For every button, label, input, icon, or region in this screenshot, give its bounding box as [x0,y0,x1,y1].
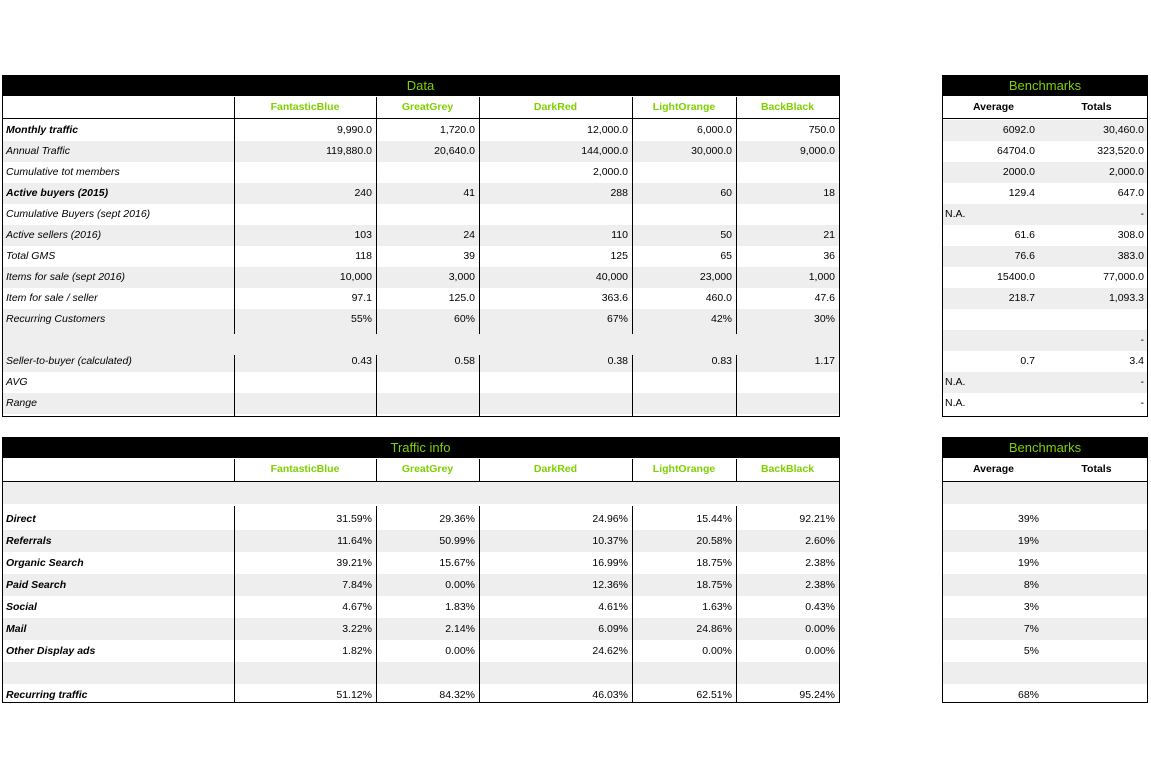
col-header-fantasticblue: FantasticBlue [270,101,340,113]
benchmark-average: 61.6 [1014,229,1035,241]
data-cell [234,393,376,414]
traffic-cell: 1.82% [342,645,372,657]
traffic-cell: 18.75% [696,557,732,569]
col-header-greatgrey: GreatGrey [401,101,454,113]
benchmark-total: 308.0 [1117,229,1144,241]
data-cell [376,372,479,393]
benchmark-average [942,330,1045,351]
data-table-title [2,75,839,96]
data-cell: 10,000 [339,271,372,283]
traffic-cell: 24.96% [592,513,628,525]
benchmark-total: 30,460.0 [1103,124,1144,136]
benchmarks-top-table [942,75,1148,417]
row-label: Cumulative tot members [6,166,120,178]
data-row [2,288,839,309]
data-row [2,351,839,372]
data-cell: 240 [354,187,372,199]
traffic-table [2,437,839,703]
traffic-cell: 2.14% [445,623,475,635]
data-cell: 119,880.0 [326,145,372,157]
column-divider [632,355,633,417]
table-bottom-rule [942,416,1148,417]
data-cell [736,372,839,393]
data-cell: 125.0 [448,292,475,304]
row-label: Referrals [6,535,52,547]
benchmarks-bottom-title [942,437,1148,458]
row-label: Annual Traffic [6,145,70,157]
benchmark-average: 129.4 [1008,187,1035,199]
data-row [2,330,839,351]
table-bottom-rule [2,416,839,417]
benchmark-row [942,574,1148,596]
benchmark-row [942,596,1148,618]
header-rule [2,481,839,482]
column-divider [479,506,480,703]
traffic-row [2,662,839,684]
table-bottom-rule [942,702,1148,703]
traffic-row [2,552,839,574]
data-cell: 60% [453,313,475,325]
col-header-backblack: BackBlack [760,101,815,113]
row-label: Item for sale / seller [6,292,98,304]
traffic-cell: 12.36% [592,579,628,591]
data-cell: 103 [354,229,372,241]
benchmark-row [942,141,1148,162]
traffic-cell: 84.32% [439,689,475,701]
traffic-cell: 24.62% [592,645,628,657]
benchmark-average: N.A. [945,397,966,409]
benchmarks-top-title [942,75,1148,96]
column-divider [376,506,377,703]
benchmark-total: 383.0 [1117,250,1144,262]
traffic-col-fantasticblue: FantasticBlue [270,463,340,475]
benchmark-row [942,552,1148,574]
row-label: Range [6,397,37,409]
data-cell: 67% [606,313,628,325]
data-cell [736,330,839,351]
traffic-cell: 92.21% [799,513,835,525]
row-label: AVG [6,376,28,388]
data-cell: 118 [355,250,372,262]
data-cell [632,204,736,225]
data-row [2,204,839,225]
benchmark-row [942,183,1148,204]
benchmark-row [942,162,1148,183]
benchmark-average: 64704.0 [997,145,1035,157]
bench-bottom-average-header: Average [972,463,1015,475]
benchmark-row [942,640,1148,662]
traffic-cell [736,662,839,684]
data-cell: 36 [823,250,835,262]
table-border [2,75,3,417]
data-cell: 23,000 [699,271,732,283]
benchmark-average: 8% [1023,579,1039,591]
benchmark-row [942,204,1148,225]
data-cell [736,204,839,225]
traffic-cell [376,662,479,684]
traffic-cell: 4.61% [598,601,628,613]
benchmark-average [942,662,1045,684]
column-divider [479,355,480,417]
benchmark-average: 19% [1017,557,1039,569]
benchmark-average: 0.7 [1020,355,1035,367]
traffic-cell: 39.21% [336,557,372,569]
data-cell: 41 [463,187,475,199]
traffic-cell [632,662,736,684]
column-divider [736,506,737,703]
data-cell: 30% [813,313,835,325]
header-rule [942,481,1148,482]
traffic-cell: 6.09% [598,623,628,635]
traffic-cell: 3.22% [342,623,372,635]
benchmark-total: 1,093.3 [1108,292,1144,304]
benchmark-average: 5% [1023,645,1039,657]
column-divider [234,97,235,334]
data-cell: 39 [463,250,475,262]
data-cell: 40,000 [595,271,628,283]
data-cell: 65 [720,250,732,262]
benchmark-total [1045,309,1148,330]
benchmark-row [942,372,1148,393]
data-cell: 30,000.0 [691,145,732,157]
benchmark-average: 19% [1017,535,1039,547]
benchmarks-bottom-title-text: Benchmarks [1008,440,1082,455]
data-cell [376,204,479,225]
data-row [2,183,839,204]
data-row [2,246,839,267]
traffic-cell: 0.00% [702,645,732,657]
data-cell [736,162,839,183]
benchmark-total: - [1140,376,1144,388]
col-header-lightorange: LightOrange [652,101,716,113]
col-header-darkred: DarkRed [533,101,578,113]
benchmark-row [942,267,1148,288]
data-cell [376,162,479,183]
data-cell [479,204,632,225]
data-cell: 2,000.0 [592,166,628,178]
benchmarks-bottom-header-row [942,459,1148,480]
row-label: Organic Search [6,557,84,569]
traffic-cell: 0.43% [805,601,835,613]
table-border [839,437,840,703]
data-cell: 110 [611,229,628,241]
traffic-cell: 16.99% [592,557,628,569]
data-cell [479,330,632,351]
benchmark-total: 3.4 [1129,355,1144,367]
traffic-cell: 2.60% [805,535,835,547]
benchmark-row [942,309,1148,330]
traffic-column-header-row [2,459,839,480]
benchmark-average: 218.7 [1008,292,1035,304]
row-label: Monthly traffic [6,124,79,136]
data-cell [234,330,376,351]
traffic-cell: 1.63% [702,601,732,613]
traffic-cell: 51.12% [336,689,372,701]
subheader-row [2,482,839,504]
data-cell: 0.58 [454,355,475,367]
data-cell: 750.0 [808,124,835,136]
column-divider [234,355,235,417]
data-cell: 24 [463,229,475,241]
data-cell: 363.6 [601,292,628,304]
row-label: Active sellers (2016) [6,229,102,241]
row-label: Direct [6,513,36,525]
benchmark-average: 6092.0 [1002,124,1035,136]
column-divider [376,459,377,481]
benchmarks-top-title-text: Benchmarks [1008,78,1082,93]
column-divider [736,459,737,481]
benchmark-average: 7% [1023,623,1039,635]
data-cell: 460.0 [705,292,732,304]
traffic-cell: 1.83% [445,601,475,613]
row-label [2,330,232,351]
column-divider [234,506,235,703]
row-label: Seller-to-buyer (calculated) [6,355,132,367]
data-cell: 12,000.0 [587,124,628,136]
data-cell: 125 [610,250,628,262]
data-table-title-text: Data [406,78,435,93]
benchmark-total: - [1140,334,1144,346]
header-rule [942,118,1148,119]
column-divider [234,459,235,481]
traffic-cell: 2.38% [805,557,835,569]
data-cell: 50 [720,229,732,241]
benchmark-total: - [1140,397,1144,409]
benchmarks-top-header-row [942,97,1148,118]
column-divider [479,97,480,334]
data-row [2,141,839,162]
traffic-cell: 95.24% [799,689,835,701]
benchmark-row [942,225,1148,246]
data-row [2,225,839,246]
benchmark-row [942,120,1148,141]
traffic-col-backblack: BackBlack [760,463,815,475]
benchmark-row [942,351,1148,372]
benchmark-average: 3% [1023,601,1039,613]
data-cell: 3,000 [448,271,475,283]
data-cell [376,330,479,351]
column-divider [632,97,633,334]
row-label: Active buyers (2015) [6,187,109,199]
traffic-cell: 0.00% [445,579,475,591]
data-cell: 288 [610,187,628,199]
bench-top-average-header: Average [972,101,1015,113]
data-cell: 97.1 [351,292,372,304]
data-cell: 47.6 [814,292,835,304]
subheader-row [942,482,1148,504]
row-label: Paid Search [6,579,67,591]
traffic-row [2,574,839,596]
traffic-cell: 4.67% [342,601,372,613]
data-cell: 9,000.0 [799,145,835,157]
data-cell: 9,990.0 [336,124,372,136]
data-table [2,75,839,417]
row-label: Recurring traffic [6,689,88,701]
traffic-cell: 7.84% [342,579,372,591]
traffic-cell: 0.00% [445,645,475,657]
benchmark-row [942,508,1148,530]
benchmark-average: 76.6 [1014,250,1035,262]
traffic-row [2,596,839,618]
header-rule [2,118,839,119]
benchmark-average: 68% [1017,689,1039,701]
traffic-cell: 15.67% [439,557,475,569]
data-cell: 144,000.0 [581,145,628,157]
data-cell: 1,000 [808,271,835,283]
data-cell [376,393,479,414]
data-cell [234,204,376,225]
benchmark-average: N.A. [945,376,966,388]
data-cell: 60 [720,187,732,199]
row-label: Recurring Customers [6,313,106,325]
traffic-table-title-text: Traffic info [390,440,451,455]
row-label: Total GMS [6,250,56,262]
data-cell: 0.83 [711,355,732,367]
benchmarks-bottom-table [942,437,1148,703]
benchmark-average: 39% [1017,513,1039,525]
traffic-table-title [2,437,839,458]
traffic-row [2,640,839,662]
benchmark-row [942,393,1148,414]
benchmark-row [942,330,1148,351]
benchmark-total: 647.0 [1117,187,1144,199]
data-cell: 20,640.0 [434,145,475,157]
data-row [2,120,839,141]
row-label: Items for sale (sept 2016) [6,271,126,283]
data-cell: 0.43 [351,355,372,367]
traffic-cell: 0.00% [805,623,835,635]
data-cell: 1.17 [814,355,835,367]
traffic-cell: 20.58% [696,535,732,547]
data-cell: 18 [823,187,835,199]
data-column-header-row [2,97,839,118]
benchmark-average [942,309,1045,330]
data-cell [479,372,632,393]
column-divider [736,355,737,417]
traffic-cell: 31.59% [336,513,372,525]
traffic-row [2,530,839,552]
traffic-cell: 24.86% [696,623,732,635]
traffic-cell: 10.37% [592,535,628,547]
data-cell: 1,720.0 [439,124,475,136]
benchmark-total: 323,520.0 [1097,145,1144,157]
benchmark-row [942,662,1148,684]
traffic-cell: 11.64% [337,535,372,547]
traffic-row [2,618,839,640]
data-row [2,162,839,183]
traffic-col-lightorange: LightOrange [652,463,716,475]
column-divider [736,97,737,334]
bench-top-totals-header: Totals [1081,101,1112,113]
table-border [1147,437,1148,703]
data-cell [234,162,376,183]
table-border [839,75,840,417]
traffic-row [2,508,839,530]
benchmark-average: 2000.0 [1002,166,1035,178]
row-label [2,662,232,684]
row-label: Mail [6,623,27,635]
traffic-cell: 15.44% [696,513,732,525]
data-cell [632,393,736,414]
benchmark-row [942,288,1148,309]
table-bottom-rule [2,702,839,703]
row-label: Cumulative Buyers (sept 2016) [6,208,151,220]
benchmark-total: 77,000.0 [1103,271,1144,283]
data-cell: 0.38 [607,355,628,367]
column-divider [479,459,480,481]
column-divider [632,459,633,481]
traffic-cell: 46.03% [592,689,628,701]
data-cell [479,393,632,414]
data-cell: 42% [710,313,732,325]
traffic-cell [234,662,376,684]
row-label: Other Display ads [6,645,96,657]
data-cell [632,372,736,393]
data-row [2,393,839,414]
benchmark-total: 2,000.0 [1108,166,1144,178]
traffic-cell: 62.51% [696,689,732,701]
table-border [2,437,3,703]
data-cell: 55% [350,313,372,325]
column-divider [632,506,633,703]
row-label: Social [6,601,37,613]
data-cell: 6,000.0 [696,124,732,136]
benchmark-total: - [1140,208,1144,220]
data-row [2,267,839,288]
column-divider [376,97,377,334]
table-border [942,75,943,417]
column-divider [376,355,377,417]
data-cell [632,162,736,183]
table-border [1147,75,1148,417]
data-cell [736,393,839,414]
bench-bottom-totals-header: Totals [1081,463,1112,475]
traffic-col-darkred: DarkRed [533,463,578,475]
benchmark-row [942,618,1148,640]
data-row [2,372,839,393]
traffic-cell: 2.38% [805,579,835,591]
benchmark-average: 15400.0 [997,271,1035,283]
table-border [942,437,943,703]
benchmark-row [942,530,1148,552]
data-cell [234,372,376,393]
traffic-col-greatgrey: GreatGrey [401,463,454,475]
traffic-cell: 50.99% [439,535,475,547]
benchmark-average: N.A. [945,208,966,220]
traffic-cell [479,662,632,684]
traffic-cell: 0.00% [805,645,835,657]
data-cell: 21 [823,229,835,241]
benchmark-row [942,246,1148,267]
data-row [2,309,839,330]
traffic-cell: 18.75% [696,579,732,591]
traffic-cell: 29.36% [439,513,475,525]
data-cell [632,330,736,351]
